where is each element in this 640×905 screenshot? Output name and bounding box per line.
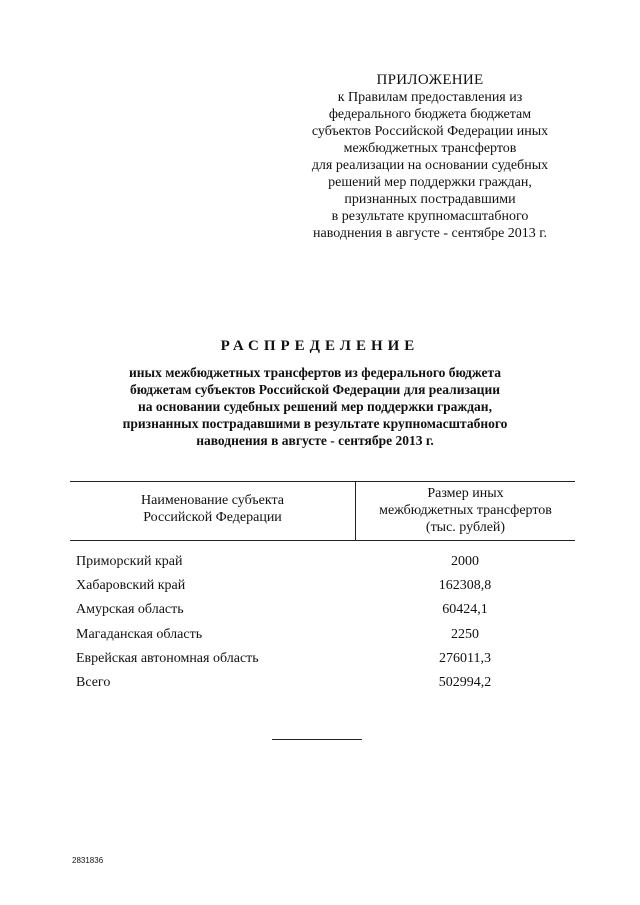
column-header-amount: Размер иных межбюджетных трансфертов (тыс. рублей) <box>379 486 552 535</box>
table-row-total <box>70 673 575 697</box>
appendix-line: федерального бюджета бюджетам <box>328 107 532 122</box>
subheading-line: иных межбюджетных трансфертов из федерального бюджета <box>128 365 502 380</box>
appendix-line: решений мер поддержки граждан, <box>328 175 532 190</box>
table-body <box>70 552 575 697</box>
subheading-line: наводнения в августе - сентябре 2013 г. <box>196 433 434 448</box>
appendix-line: межбюджетных трансфертов <box>343 141 517 156</box>
amount-cell: 276011,3 <box>439 650 491 666</box>
amount-cell: 2000 <box>451 554 479 569</box>
amount-cell: 162308,8 <box>438 578 492 594</box>
region-cell: Хабаровский край <box>76 578 186 594</box>
column-header-region: Наименование субъекта Российской Федерации <box>141 493 284 525</box>
region-cell: Амурская область <box>76 602 184 618</box>
appendix-line: в результате крупномасштабного <box>331 209 529 224</box>
table-row <box>70 576 575 600</box>
table-top-rule <box>70 481 575 482</box>
appendix-block <box>290 72 570 242</box>
amount-cell: 502994,2 <box>438 674 492 690</box>
region-cell: Еврейская автономная область <box>76 650 259 666</box>
table-row <box>70 600 575 624</box>
appendix-line: наводнения в августе - сентябре 2013 г. <box>313 226 547 241</box>
appendix-line: для реализации на основании судебных <box>311 158 549 173</box>
table-header-rule <box>70 540 575 541</box>
region-cell: Всего <box>76 674 111 690</box>
document-subheading <box>70 364 560 449</box>
subheading-line: признанных пострадавшими в результате крупномасштабного <box>122 416 508 431</box>
table-row <box>70 649 575 673</box>
amount-cell: 60424,1 <box>442 602 488 618</box>
end-rule <box>272 739 362 740</box>
region-cell: Магаданская область <box>76 626 203 642</box>
document-heading: РАСПРЕДЕЛЕНИЕ <box>220 338 420 354</box>
table-row <box>70 625 575 649</box>
region-cell: Приморский край <box>76 554 183 569</box>
table-row <box>70 552 575 576</box>
appendix-line: признанных пострадавшими <box>344 192 516 207</box>
appendix-line: к Правилам предоставления из <box>337 90 523 105</box>
subheading-line: на основании судебных решений мер поддержки граждан, <box>138 399 492 414</box>
amount-cell: 2250 <box>451 626 479 642</box>
document-number: 2831836 <box>72 856 104 865</box>
subheading-line: бюджетам субъектов Российской Федерации для реализации <box>129 382 501 397</box>
appendix-line: субъектов Российской Федерации иных <box>311 124 549 139</box>
appendix-title: ПРИЛОЖЕНИЕ <box>376 72 484 88</box>
